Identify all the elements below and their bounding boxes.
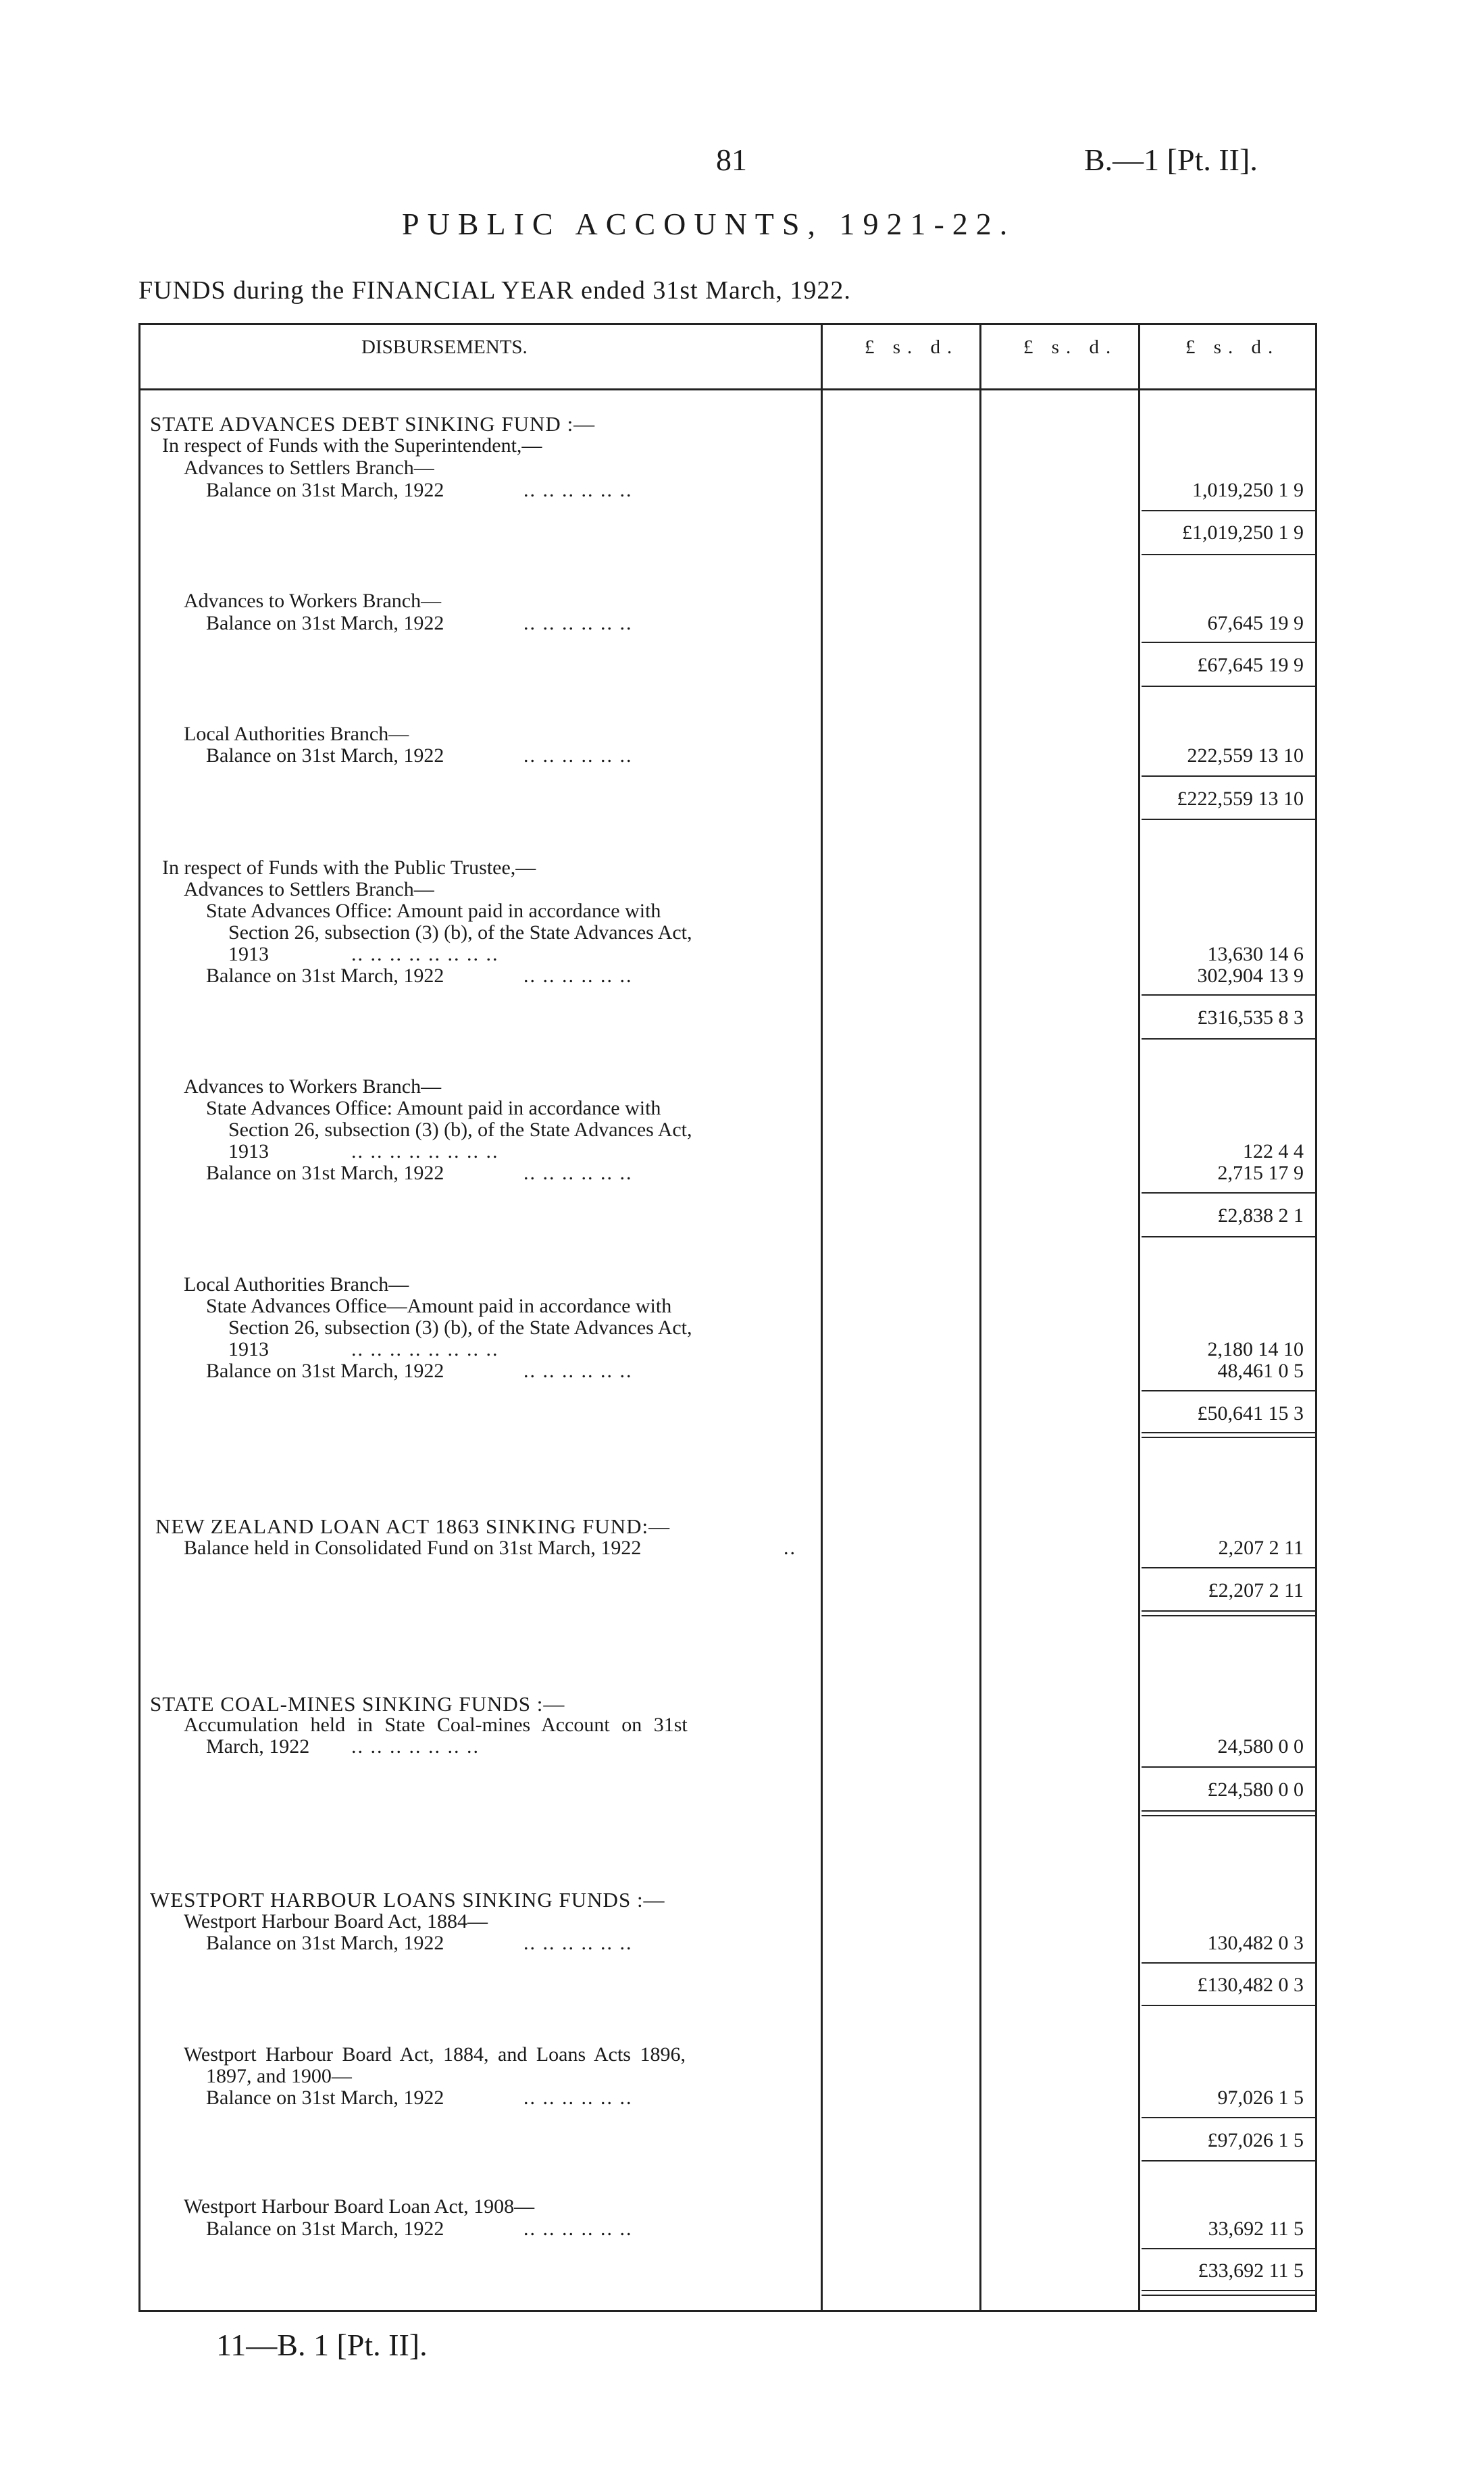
total-amount: £316,535 8 3 (1197, 1006, 1304, 1029)
total-rule (1142, 2005, 1315, 2006)
total-amount: £50,641 15 3 (1197, 1402, 1304, 1425)
amount: 13,630 14 6 (1207, 943, 1304, 965)
total-amount: £130,482 0 3 (1197, 1974, 1304, 1996)
balance-label: Balance on 31st March, 1922 (206, 479, 444, 501)
amount: 2,180 14 10 (1207, 1338, 1304, 1360)
total-rule (1142, 819, 1315, 820)
leader-dots: .. .. .. .. .. .. (523, 965, 633, 987)
description-line: State Advances Office: Amount paid in accordance with (206, 1097, 661, 1119)
column-header-description: DISBURSEMENTS. (361, 336, 528, 358)
balance-label: Balance on 31st March, 1922 (206, 2087, 444, 2109)
total-rule (1142, 554, 1315, 555)
total-amount: £2,207 2 11 (1208, 1579, 1304, 1602)
description-line: Section 26, subsection (3) (b), of the State Advances Act, (228, 921, 692, 944)
balance-label: Balance on 31st March, 1922 (206, 744, 444, 767)
section-heading: NEW ZEALAND LOAN ACT 1863 SINKING FUND:— (155, 1514, 671, 1538)
page-subtitle: FUNDS during the FINANCIAL YEAR ended 31st March, 1922. (138, 276, 851, 305)
total-rule (1142, 510, 1315, 511)
leader-dots: .. .. .. .. .. .. (523, 1932, 633, 1954)
amount: 2,715 17 9 (1217, 1162, 1304, 1184)
balance-label: Balance on 31st March, 1922 (206, 965, 444, 987)
double-total-rule (1142, 1610, 1315, 1616)
table-bottom-rule (138, 2310, 1317, 2312)
branch-label: 1897, and 1900— (206, 2065, 352, 2087)
table-right-border (1315, 323, 1317, 2312)
column-divider-2 (979, 323, 981, 2312)
amount: 97,026 1 5 (1217, 2087, 1304, 2109)
leader-dots: .. .. .. .. .. .. (523, 612, 633, 634)
total-rule (1142, 1038, 1315, 1040)
description-line: Section 26, subsection (3) (b), of the State Advances Act, (228, 1119, 692, 1141)
branch-label: Advances to Workers Branch— (184, 590, 442, 612)
description-line: State Advances Office: Amount paid in accordance with (206, 900, 661, 922)
balance-label: Balance on 31st March, 1922 (206, 1162, 444, 1184)
description-line: Accumulation held in State Coal-mines Account on 31st (184, 1714, 688, 1736)
double-total-rule (1142, 1432, 1315, 1438)
column-divider-1 (821, 323, 823, 2312)
total-rule (1142, 1962, 1315, 1964)
leader-dots: .. .. .. .. .. .. .. .. (351, 1338, 499, 1360)
total-rule (1142, 642, 1315, 643)
balance-label: Balance on 31st March, 1922 (206, 1932, 444, 1954)
total-amount: £24,580 0 0 (1207, 1779, 1304, 1801)
total-rule (1142, 2160, 1315, 2162)
total-rule (1142, 1236, 1315, 1237)
leader-dots: .. .. .. .. .. .. (523, 1360, 633, 1382)
amount: 33,692 11 5 (1208, 2218, 1304, 2240)
table-left-border (138, 323, 140, 2312)
description-line: March, 1922 (206, 1735, 310, 1758)
amount: 2,207 2 11 (1218, 1537, 1304, 1559)
balance-label: Balance on 31st March, 1922 (206, 1360, 444, 1382)
subheading: In respect of Funds with the Superintendent,— (162, 434, 542, 457)
total-rule (1142, 1766, 1315, 1768)
total-rule (1142, 686, 1315, 687)
total-rule (1142, 1567, 1315, 1568)
amount: 130,482 0 3 (1207, 1932, 1304, 1954)
branch-label: Westport Harbour Board Act, 1884, and Loans Acts 1896, (184, 2043, 686, 2066)
footer-signature: 11—B. 1 [Pt. II]. (216, 2328, 428, 2362)
table-header-rule (138, 388, 1317, 390)
document-reference: B.—1 [Pt. II]. (1084, 143, 1258, 177)
page-title: PUBLIC ACCOUNTS, 1921-22. (402, 207, 1016, 241)
section-heading: STATE COAL-MINES SINKING FUNDS :— (150, 1692, 565, 1716)
description-line: State Advances Office—Amount paid in accordance with (206, 1295, 672, 1317)
leader-dots: .. .. .. .. .. .. (523, 2218, 633, 2240)
leader-dots: .. .. .. .. .. .. .. .. (351, 943, 499, 965)
branch-label: Advances to Workers Branch— (184, 1075, 442, 1098)
total-amount: £67,645 19 9 (1197, 654, 1304, 676)
total-rule (1142, 1390, 1315, 1391)
description-line: Section 26, subsection (3) (b), of the State Advances Act, (228, 1316, 692, 1339)
leader-dots: .. .. .. .. .. .. (523, 744, 633, 767)
branch-label: Westport Harbour Board Act, 1884— (184, 1910, 488, 1933)
branch-label: Local Authorities Branch— (184, 1273, 409, 1296)
section-heading: WESTPORT HARBOUR LOANS SINKING FUNDS :— (150, 1888, 665, 1912)
description-line: 1913 (228, 1140, 269, 1162)
leader-dots: .. .. .. .. .. .. .. .. (351, 1140, 499, 1162)
leader-dots: .. .. .. .. .. .. (523, 479, 633, 501)
leader-dots: .. .. .. .. .. .. .. (351, 1735, 480, 1758)
page-number: 81 (716, 143, 747, 177)
section-heading: STATE ADVANCES DEBT SINKING FUND :— (150, 412, 596, 436)
branch-label: Westport Harbour Board Loan Act, 1908— (184, 2195, 535, 2218)
amount: 122 4 4 (1243, 1140, 1304, 1162)
column-header-amount-3: £ s. d. (1185, 336, 1280, 358)
amount: 1,019,250 1 9 (1192, 479, 1304, 501)
branch-label: Local Authorities Branch— (184, 723, 409, 745)
description-line: 1913 (228, 943, 269, 965)
total-rule (1142, 775, 1315, 777)
amount: 24,580 0 0 (1217, 1735, 1304, 1758)
total-amount: £97,026 1 5 (1207, 2129, 1304, 2151)
leader-dots: .. .. .. .. .. .. (523, 2087, 633, 2109)
balance-label: Balance on 31st March, 1922 (206, 612, 444, 634)
leader-dots: .. .. .. .. .. .. (523, 1162, 633, 1184)
total-rule (1142, 1192, 1315, 1194)
total-amount: £33,692 11 5 (1198, 2259, 1304, 2282)
balance-label: Balance held in Consolidated Fund on 31st March, 1922 (184, 1537, 642, 1559)
amount: 302,904 13 9 (1197, 965, 1304, 987)
total-rule (1142, 994, 1315, 996)
branch-label: Advances to Settlers Branch— (184, 878, 434, 900)
total-rule (1142, 2117, 1315, 2118)
total-amount: £2,838 2 1 (1217, 1204, 1304, 1227)
double-total-rule (1142, 2290, 1315, 2296)
amount: 48,461 0 5 (1217, 1360, 1304, 1382)
amount: 222,559 13 10 (1187, 744, 1304, 767)
balance-label: Balance on 31st March, 1922 (206, 2218, 444, 2240)
double-total-rule (1142, 1810, 1315, 1816)
column-divider-3 (1138, 323, 1140, 2312)
branch-label: Advances to Settlers Branch— (184, 457, 434, 479)
column-header-amount-2: £ s. d. (1023, 336, 1118, 358)
amount: 67,645 19 9 (1207, 612, 1304, 634)
leader-dots: .. (784, 1537, 796, 1559)
total-amount: £222,559 13 10 (1177, 788, 1304, 810)
total-rule (1142, 2248, 1315, 2249)
table-top-rule (138, 323, 1317, 325)
total-amount: £1,019,250 1 9 (1182, 521, 1304, 544)
subheading: In respect of Funds with the Public Trustee,— (162, 856, 536, 879)
description-line: 1913 (228, 1338, 269, 1360)
column-header-amount-1: £ s. d. (865, 336, 959, 358)
